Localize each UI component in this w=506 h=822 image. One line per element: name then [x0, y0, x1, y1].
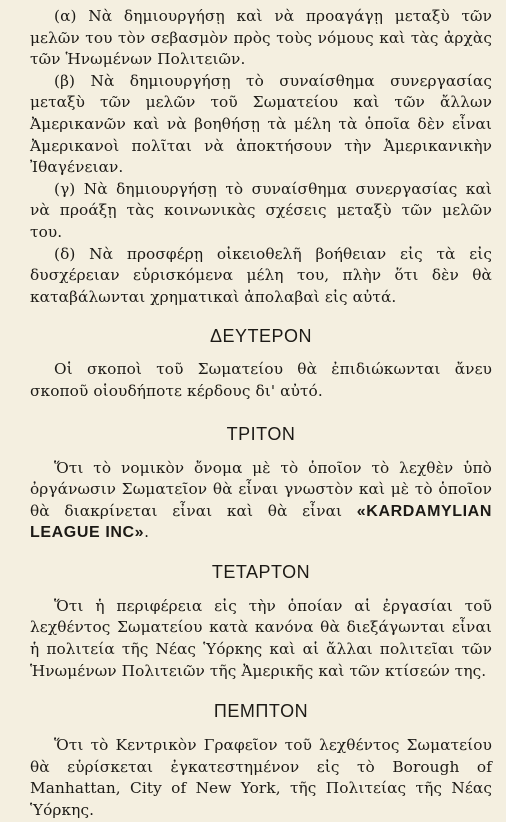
section-text-second: Οἱ σκοποὶ τοῦ Σωματείου θὰ ἐπιδιώκωνται ἄνευ σκοποῦ οἱουδήποτε κέρδους δι' αὐτό.	[30, 360, 492, 400]
clause-c: (γ) Νὰ δημιουργήσῃ τὸ συναίσθημα συνεργασίας καὶ νὰ προάξῃ τὰς κοινωνικὰς σχέσεις μεταξὺ τῶν μελῶν του.	[30, 179, 492, 241]
clause-a: (α) Νὰ δημιουργήσῃ καὶ νὰ προαγάγῃ μεταξὺ τῶν μελῶν του τὸν σεβασμὸν πρὸς τοὺς νόμους καὶ τὰς ἀρχὰς τῶν Ἡνωμένων Πολιτειῶν.	[30, 7, 492, 69]
third-text-end: .	[144, 523, 150, 542]
section-text-fourth: Ὅτι ἡ περιφέρεια εἰς τὴν ὁποίαν αἱ ἐργασίαι τοῦ λεχθέντος Σωματείου κατὰ κανόνα θὰ διεξάγωνται εἶναι ἡ πολιτεία τῆς Νέας Ὑόρκης καὶ αἱ ἄλλαι πολιτεῖαι τῶν Ἡνωμένων Πολιτειῶν τῆς Ἀμερικῆς καὶ τῶν κτίσεών της.	[30, 596, 492, 680]
section-heading-fifth: ΠΕΜΠΤΟΝ	[213, 701, 309, 722]
clause-d: (δ) Νὰ προσφέρῃ οἰκειοθελῆ βοήθειαν εἰς τὰ εἰς δυσχέρειαν εὑρισκόμενα μέλη του, πλὴν ὅτι δὲν θὰ καταβάλωνται χρηματικαὶ ἀπολαβαὶ εἰς αὐτά.	[30, 244, 492, 306]
section-heading-fourth: ΤΕΤΑΡΤΟΝ	[211, 561, 311, 582]
section-text-fifth: Ὅτι τὸ Κεντρικὸν Γραφεῖον τοῦ λεχθέντος Σωματείου θὰ εὑρίσκεται ἐγκατεστημένον εἰς τὸ Borough of Manhattan, City of New York, τῆς Πολιτείας τῆς Νέας Ὑόρκης.	[30, 736, 492, 820]
third-text-body: Ὅτι τὸ νομικὸν ὄνομα μὲ τὸ ὁποῖον τὸ λεχθὲν ὑπὸ ὀργάνωσιν Σωματεῖον θὰ εἶναι γνωστὸν καὶ μὲ τὸ ὁποῖον θὰ διακρίνεται εἶναι καὶ θὰ εἶναι	[30, 458, 492, 520]
section-text-third	[30, 458, 492, 544]
section-heading-third: ΤΡΙΤΟΝ	[226, 423, 296, 444]
clause-b: (β) Νὰ δημιουργήσῃ τὸ συναίσθημα συνεργασίας μεταξὺ τῶν μελῶν τοῦ Σωματείου καὶ τῶν ἄλλων Ἀμερικανῶν καὶ νὰ βοηθήσῃ τὰ μέλη τὰ ὁποῖα δὲν εἶναι Ἀμερικανοὶ πολῖται νὰ ἀποκτήσουν τὴν Ἀμερικανικὴν Ἰθαγένειαν.	[30, 71, 492, 177]
section-heading-second: ΔΕΥΤΕΡΟΝ	[209, 326, 313, 347]
league-name: «KARDAMYLIAN LEAGUE INC»	[30, 502, 492, 542]
